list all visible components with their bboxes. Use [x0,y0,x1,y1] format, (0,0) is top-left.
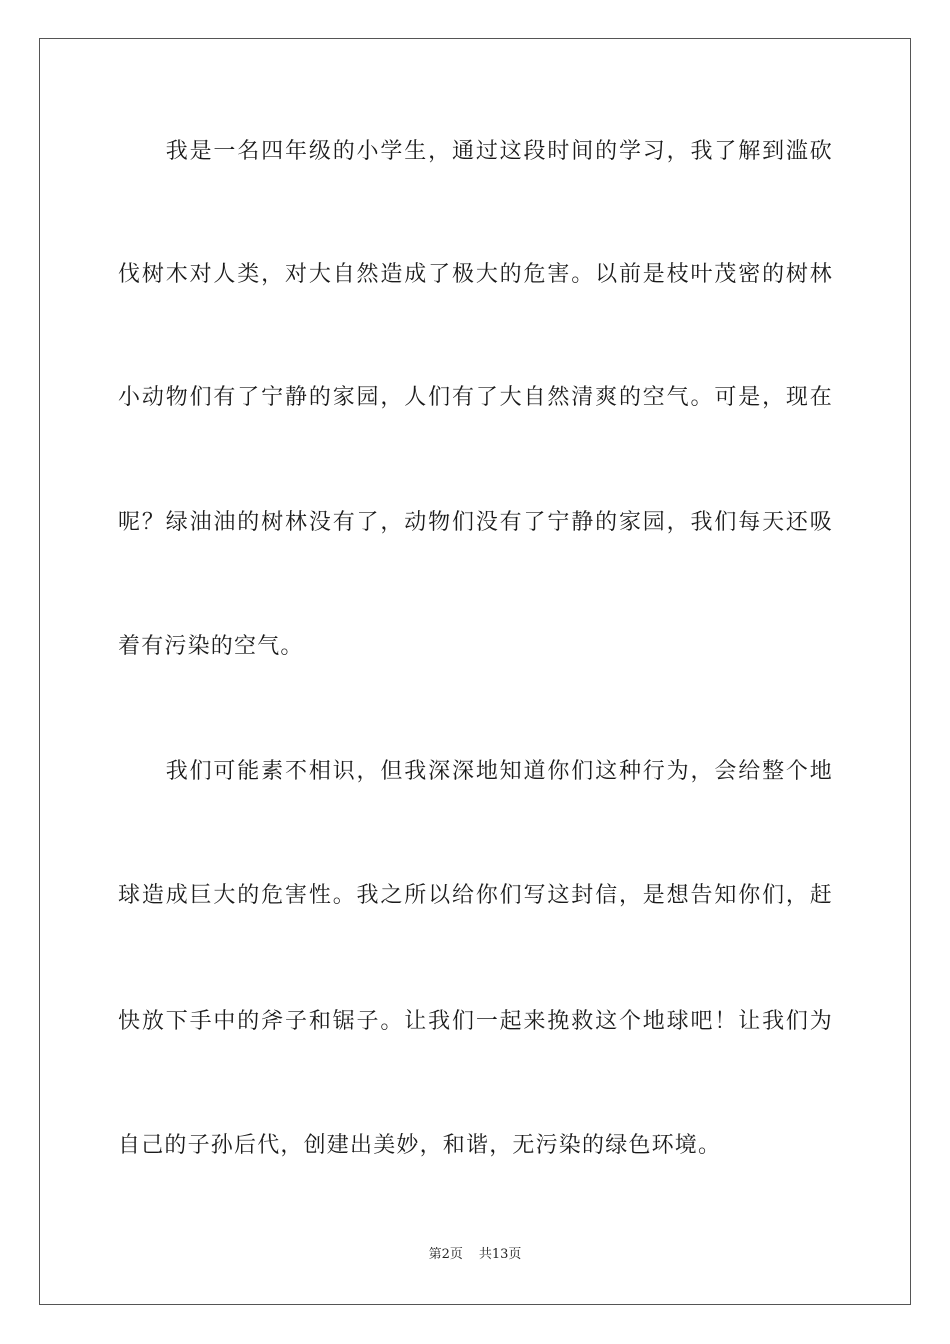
paragraph-1-line-4: 呢？绿油油的树林没有了，动物们没有了宁静的家园，我们每天还吸 [118,510,833,535]
paragraph-1-line-3: 小动物们有了宁静的家园，人们有了大自然清爽的空气。可是，现在 [118,385,833,410]
paragraph-1-line-1: 我是一名四年级的小学生，通过这段时间的学习，我了解到滥砍 [118,139,833,164]
page-border [39,38,911,1305]
paragraph-1-line-2: 伐树木对人类，对大自然造成了极大的危害。以前是枝叶茂密的树林 [118,262,833,287]
paragraph-2-line-2: 球造成巨大的危害性。我之所以给你们写这封信，是想告知你们，赶 [118,883,833,908]
page-total: 共13页 [478,1247,522,1262]
paragraph-2-line-4: 自己的子孙后代，创建出美妙，和谐，无污染的绿色环境。 [118,1133,722,1158]
paragraph-2-line-1: 我们可能素不相识，但我深深地知道你们这种行为，会给整个地 [118,759,833,784]
page-footer [0,1246,950,1264]
paragraph-1-line-5: 着有污染的空气。 [118,634,304,659]
paragraph-2-line-3: 快放下手中的斧子和锯子。让我们一起来挽救这个地球吧！让我们为 [118,1009,833,1034]
page-number: 第2页 [428,1247,463,1262]
